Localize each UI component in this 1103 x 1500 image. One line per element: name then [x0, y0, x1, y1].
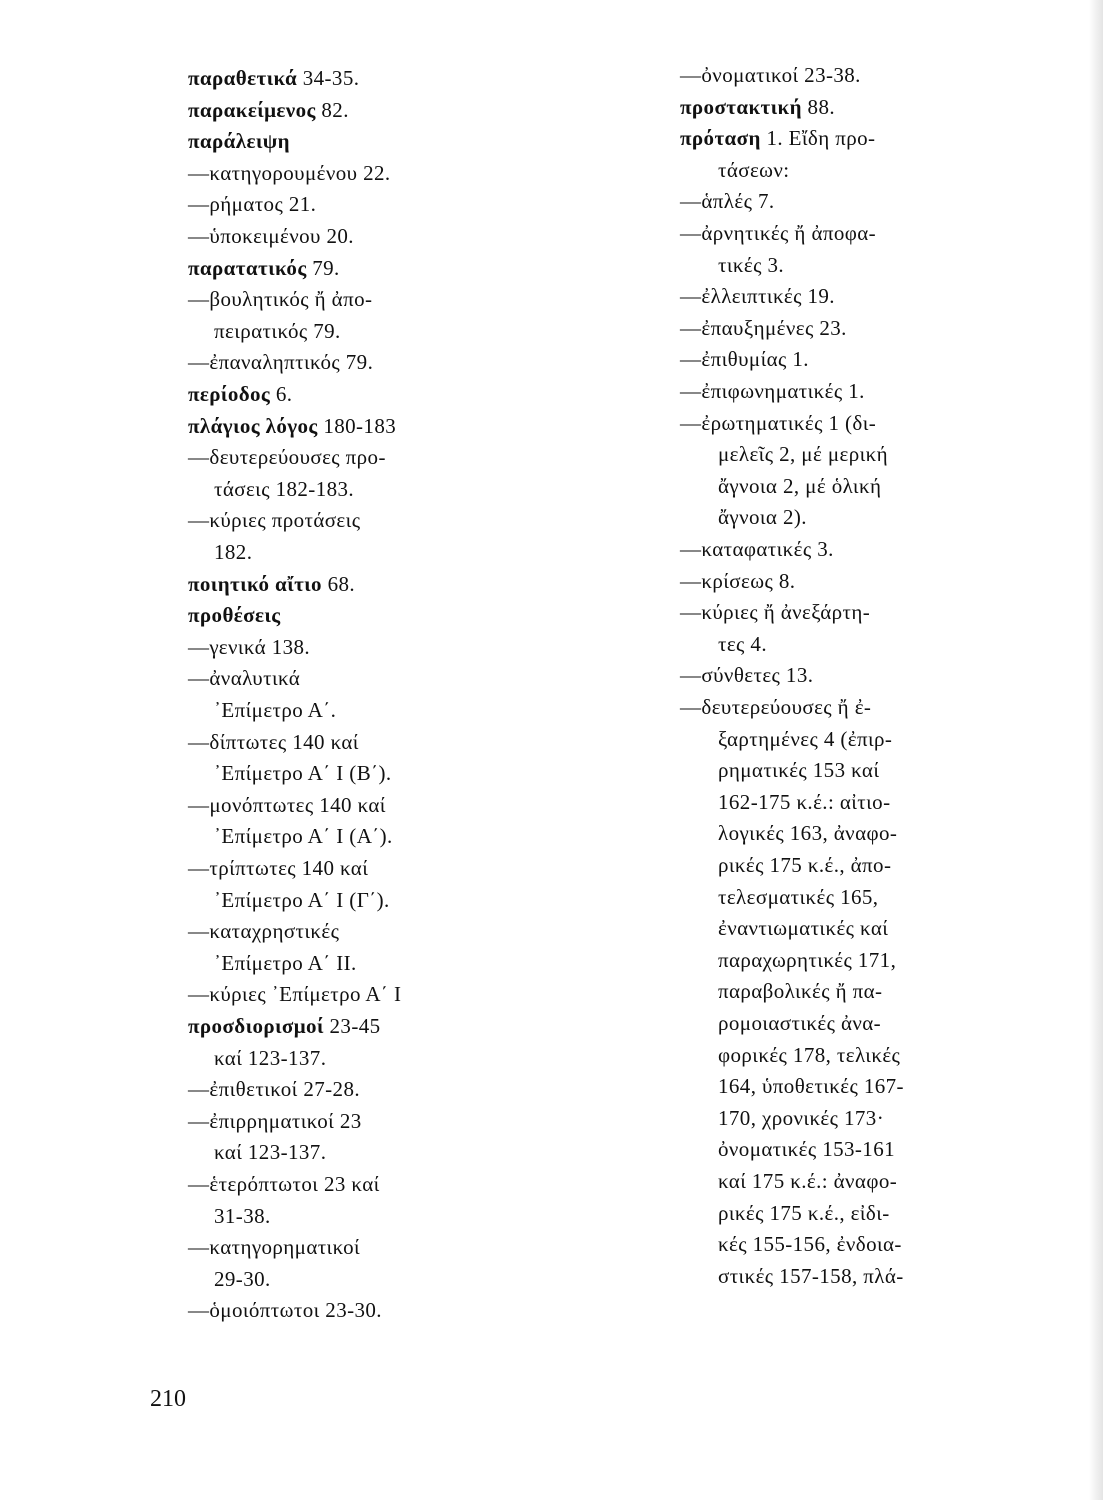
index-line	[188, 730, 359, 754]
index-text: —κύριες ἤ ἀνεξάρτη-	[680, 600, 871, 625]
index-line	[188, 919, 339, 943]
index-line	[718, 1074, 904, 1098]
index-text: —καταφατικές 3.	[680, 537, 834, 561]
index-headword: περίοδος	[188, 382, 271, 406]
index-text: 82.	[315, 97, 349, 122]
index-text: ἄγνοια 2).	[718, 505, 807, 530]
index-line	[680, 63, 861, 87]
index-headword: πλάγιος λόγος	[188, 413, 318, 438]
index-line	[188, 66, 359, 90]
index-line	[188, 635, 310, 659]
index-text: τελεσματικές 165,	[718, 884, 879, 909]
index-text: τικές 3.	[718, 252, 785, 277]
index-line	[718, 916, 888, 940]
index-text: 31-38.	[214, 1203, 271, 1228]
index-line	[718, 758, 879, 782]
index-text: —δίπτωτες 140 καί	[188, 729, 359, 754]
index-text: —βουλητικός ἤ ἀπο-	[188, 287, 373, 312]
index-line	[188, 382, 292, 406]
index-text: 164, ὑποθετικές 167-	[718, 1074, 904, 1099]
index-text: τάσεων:	[718, 157, 790, 182]
index-text: στικές 157-158, πλά-	[718, 1263, 904, 1288]
index-text: παραχωρητικές 171,	[718, 947, 897, 972]
index-text: —ἐπιθετικοί 27-28.	[188, 1077, 361, 1102]
index-text: ὀνοματικές 153-161	[718, 1137, 896, 1162]
index-line	[718, 442, 888, 466]
index-line	[214, 319, 341, 343]
index-line	[718, 853, 891, 877]
index-text: —γενικά 138.	[188, 634, 311, 659]
index-line	[188, 1014, 381, 1038]
index-line	[680, 379, 865, 403]
page-number: 210	[150, 1386, 186, 1412]
index-text: 88.	[801, 94, 836, 119]
index-text: —ἐπιφωνηματικές 1.	[680, 379, 865, 403]
index-text: —ἀναλυτικά	[188, 666, 301, 691]
index-line	[718, 727, 892, 751]
index-line	[718, 505, 807, 529]
index-line	[188, 1109, 362, 1133]
index-text: —κατηγορουμένου 22.	[188, 160, 391, 185]
index-line	[188, 129, 290, 153]
index-text: ᾿Επίμετρο Α΄ ΙΙ.	[214, 950, 357, 975]
index-line	[718, 790, 890, 814]
index-line	[680, 221, 876, 245]
index-line	[718, 1169, 897, 1193]
index-line	[214, 477, 354, 501]
index-text: ᾿Επίμετρο Α΄.	[214, 698, 337, 722]
index-headword: πρόταση	[680, 126, 761, 151]
index-text: καί 123-137.	[214, 1140, 327, 1165]
index-line	[188, 1172, 380, 1196]
index-line	[214, 761, 392, 785]
index-line	[680, 600, 870, 624]
index-line	[188, 98, 349, 122]
index-text: λογικές 163, ἀναφο-	[718, 821, 898, 846]
index-line	[680, 316, 847, 340]
index-text: —σύνθετες 13.	[680, 663, 814, 688]
index-line	[680, 347, 809, 371]
index-text: —κατηγορηματικοί	[188, 1235, 361, 1260]
index-text: —κύριες προτάσεις	[188, 508, 361, 533]
index-text: 182.	[214, 540, 253, 564]
index-line	[188, 1077, 360, 1101]
index-text: μελεῖς 2, μέ μερική	[718, 442, 888, 467]
index-text: ᾿Επίμετρο Α΄ Ι (Γ΄).	[214, 887, 390, 912]
index-text: —ἑτερόπτωτοι 23 καί	[188, 1172, 380, 1196]
index-line	[680, 95, 835, 119]
index-line	[188, 192, 316, 216]
index-text: πειρατικός 79.	[214, 318, 341, 343]
index-line	[188, 603, 281, 627]
index-text: —ἐρωτηματικές 1 (δι-	[680, 410, 877, 435]
index-line	[188, 1298, 382, 1322]
index-text: —ἐπαυξημένες 23.	[680, 315, 847, 340]
index-text: —κρίσεως 8.	[680, 568, 796, 593]
index-line	[680, 411, 876, 435]
index-line	[214, 1204, 271, 1228]
index-line	[718, 948, 896, 972]
index-text: 29-30.	[214, 1266, 271, 1291]
index-line	[680, 284, 835, 308]
index-line	[718, 1201, 890, 1225]
index-text: ἄγνοια 2, μέ ὁλική	[718, 473, 882, 498]
index-text: ρομοιαστικές ἀνα-	[718, 1011, 882, 1035]
index-headword: ποιητικό αἴτιο	[188, 571, 322, 596]
index-line	[188, 256, 340, 280]
index-text: —τρίπτωτες 140 καί	[188, 856, 369, 880]
index-line	[718, 1106, 884, 1130]
index-line	[214, 888, 390, 912]
index-headword: προσδιορισμοί	[188, 1014, 324, 1038]
index-line	[188, 287, 372, 311]
index-line	[214, 951, 357, 975]
index-line	[718, 885, 878, 909]
index-line	[214, 1267, 271, 1291]
index-text: —μονόπτωτες 140 καί	[188, 792, 386, 817]
index-line	[214, 698, 336, 722]
index-line	[188, 856, 368, 880]
index-text: 79.	[306, 255, 340, 280]
index-text: 6.	[270, 382, 293, 406]
index-line	[214, 1046, 326, 1070]
index-text: —δευτερεύουσες ἤ ἐ-	[680, 695, 872, 719]
index-text: καί 175 κ.έ.: ἀναφο-	[718, 1169, 898, 1193]
index-text: ρικές 175 κ.έ., εἰδι-	[718, 1200, 890, 1225]
index-text: —καταχρηστικές	[188, 919, 340, 944]
index-line	[188, 572, 355, 596]
index-line	[718, 821, 897, 845]
index-text: παραβολικές ἤ πα-	[718, 979, 883, 1004]
index-headword: προθέσεις	[188, 603, 281, 628]
index-headword: προστακτική	[680, 94, 802, 119]
index-line	[214, 824, 393, 848]
index-text: 180-183	[317, 413, 397, 438]
index-text: —ἐπαναληπτικός 79.	[188, 350, 374, 375]
index-text: —ὑποκειμένου 20.	[188, 224, 354, 248]
index-text: —ἐλλειπτικές 19.	[680, 284, 835, 309]
index-headword: παρακείμενος	[188, 97, 316, 122]
index-line	[718, 1137, 895, 1161]
index-line	[188, 508, 360, 532]
index-line	[188, 1235, 360, 1259]
index-text: —ἐπιθυμίας 1.	[680, 347, 809, 372]
index-line	[718, 632, 767, 656]
index-text: 170, χρονικές 173·	[718, 1105, 885, 1130]
index-text: —ἁπλές 7.	[680, 189, 775, 214]
index-line	[680, 695, 871, 719]
index-line	[188, 982, 401, 1006]
index-text: —ὁμοιόπτωτοι 23-30.	[188, 1298, 382, 1323]
index-line	[214, 1140, 326, 1164]
index-line	[718, 1011, 881, 1035]
index-line	[680, 569, 795, 593]
index-line	[680, 126, 875, 150]
index-headword: παράλειψη	[188, 129, 290, 154]
index-text: —ἀρνητικές ἤ ἀποφα-	[680, 221, 877, 245]
index-line	[188, 350, 373, 374]
index-text: ρικές 175 κ.έ., ἀπο-	[718, 853, 892, 877]
index-text: κές 155-156, ἐνδοια-	[718, 1232, 902, 1257]
index-line	[188, 224, 354, 248]
index-text: —ἐπιρρηματικοί 23	[188, 1108, 362, 1133]
index-line	[188, 793, 386, 817]
index-text: 68.	[321, 571, 356, 596]
index-line	[718, 158, 790, 182]
index-text: ρηματικές 153 καί	[718, 758, 880, 783]
index-line	[718, 474, 881, 498]
index-line	[214, 540, 252, 564]
index-text: 23-45	[323, 1014, 381, 1038]
index-line	[188, 161, 391, 185]
index-line	[680, 189, 775, 213]
index-text: ξαρτημένες 4 (ἐπιρ-	[718, 726, 893, 751]
index-line	[680, 537, 834, 561]
index-text: —ρήματος 21.	[188, 192, 317, 217]
index-line	[680, 663, 813, 687]
index-line	[188, 414, 396, 438]
index-text: ᾿Επίμετρο Α΄ Ι (Α΄).	[214, 824, 393, 849]
index-text: 34-35.	[297, 66, 360, 90]
index-line	[718, 1043, 900, 1067]
index-text: 1. Εἴδη προ-	[760, 126, 876, 151]
index-text: —δευτερεύουσες προ-	[188, 445, 386, 470]
index-headword: παραθετικά	[188, 66, 298, 90]
index-text: 162-175 κ.έ.: αἰτιο-	[718, 789, 891, 814]
index-line	[718, 1232, 902, 1256]
index-text: φορικές 178, τελικές	[718, 1042, 901, 1067]
index-text: τάσεις 182-183.	[214, 476, 355, 501]
index-line	[718, 253, 784, 277]
index-line	[718, 1264, 904, 1288]
index-text: —ὀνοματικοί 23-38.	[680, 63, 861, 87]
index-text: καί 123-137.	[214, 1045, 327, 1070]
index-headword: παρατατικός	[188, 255, 307, 280]
index-line	[718, 979, 882, 1003]
index-text: ἐναντιωματικές καί	[718, 916, 889, 941]
index-line	[188, 445, 386, 469]
page-edge-shadow	[1089, 0, 1103, 1500]
index-line	[188, 666, 300, 690]
index-text: ᾿Επίμετρο Α΄ Ι (Β΄).	[214, 761, 392, 786]
index-text: —κύριες ᾿Επίμετρο Α΄ Ι	[188, 982, 402, 1007]
index-text: τες 4.	[718, 631, 767, 656]
